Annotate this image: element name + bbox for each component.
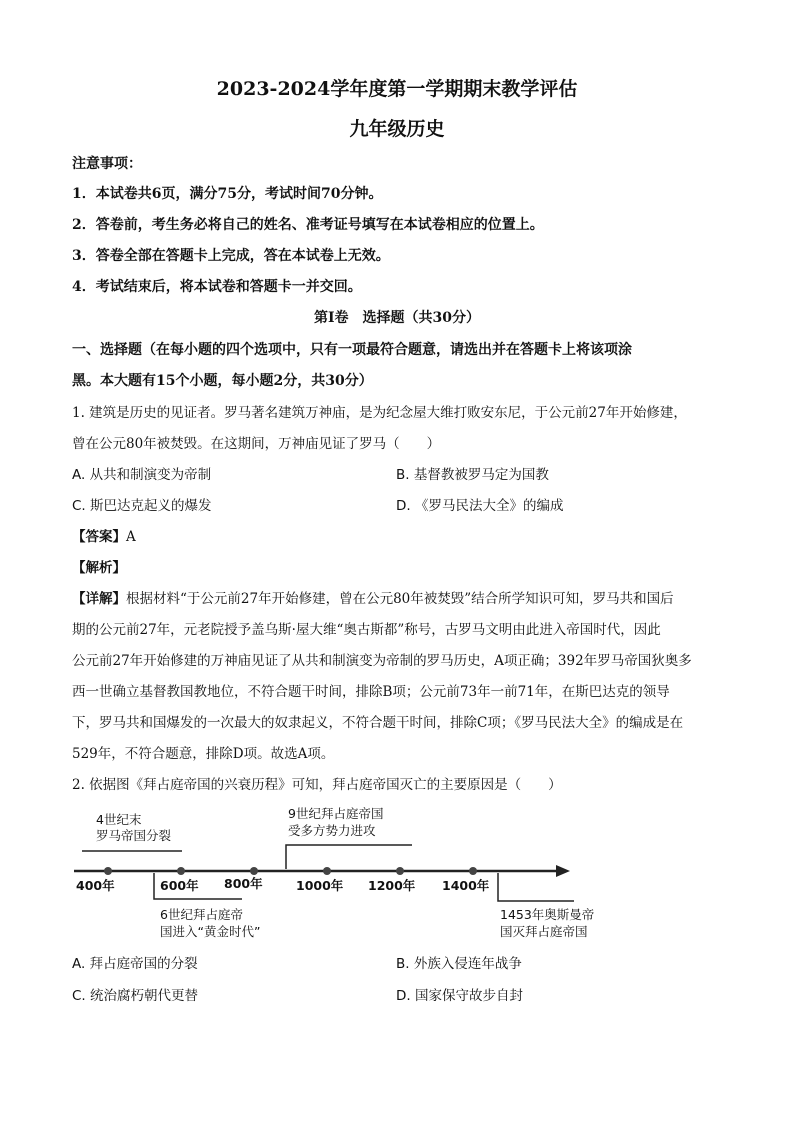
- event-6c-line2: 国进入“黄金时代”: [160, 924, 261, 939]
- detail-line: 公元前27年开始修建的万神庙见证了从共和制演变为帝制的罗马历史，A项正确；392年罗马帝国狄奥多: [72, 653, 692, 669]
- event-9c-line2: 受多方势力进攻: [288, 823, 376, 838]
- analysis-tag: 解析: [85, 560, 113, 576]
- q1-option-a: A. 从共和制演变为帝制: [72, 467, 212, 483]
- note-item: 1．本试卷共6页，满分75分，考试时间70分钟。: [72, 186, 383, 202]
- detail-line: 根据材料“于公元前27年开始修建，曾在公元80年被焚毁”结合所学知识可知，罗马共和国后: [126, 591, 674, 607]
- tick-dot: [250, 867, 258, 875]
- section-instruction: 一、选择题（在每小题的四个选项中，只有一项最符合题意，请选出并在答题卡上将该项涂: [72, 342, 632, 358]
- detail-line: 西一世确立基督教国教地位，不符合题干时间，排除B项；公元前73年一前71年，在斯巴达克的领导: [72, 684, 670, 700]
- q1-answer: 【答案】A: [72, 529, 136, 545]
- exam-subtitle: 九年级历史: [349, 118, 445, 140]
- q2-option-d: D. 国家保守故步自封: [396, 988, 523, 1004]
- byzantine-timeline: [72, 803, 595, 943]
- detail-tag: 详解: [85, 591, 113, 607]
- note-item: 2．答卷前，考生务必将自己的姓名、准考证号填写在本试卷相应的位置上。: [72, 217, 544, 233]
- tick-dot: [177, 867, 185, 875]
- section-title: 第Ⅰ卷 选择题（共30分）: [313, 310, 481, 326]
- question-1-stem: 曾在公元80年被焚毁。在这期间，万神庙见证了罗马（ ）: [72, 436, 441, 452]
- timeline-arrow-icon: [556, 865, 570, 877]
- q2-option-b: B. 外族入侵连年战争: [396, 956, 522, 972]
- q1-detail: 【详解】根据材料“于公元前27年开始修建，曾在公元80年被焚毁”结合所学知识可知，罗马共和国后: [72, 591, 674, 607]
- q2-option-a: A. 拜占庭帝国的分裂: [72, 956, 198, 972]
- q1-option-d: D. 《罗马民法大全》的编成: [396, 498, 564, 514]
- note-item: 4．考试结束后，将本试卷和答题卡一并交回。: [72, 279, 362, 295]
- answer-value: A: [126, 529, 136, 545]
- tick-label: 400年: [76, 878, 115, 893]
- detail-line: 下，罗马共和国爆发的一次最大的奴隶起义，不符合题干时间，排除C项；《罗马民法大全》的编成是在: [72, 715, 684, 731]
- question-2-stem: 2. 依据图《拜占庭帝国的兴衰历程》可知，拜占庭帝国灭亡的主要原因是（ ）: [72, 777, 562, 793]
- event-6c-line1: 6世纪拜占庭帝: [160, 907, 243, 922]
- tick-label: 1400年: [442, 878, 490, 893]
- tick-dot: [396, 867, 404, 875]
- event-1453-line2: 国灭拜占庭帝国: [500, 924, 588, 939]
- event-1453-line1: 1453年奥斯曼帝: [500, 907, 595, 922]
- notes-heading: 注意事项：: [72, 156, 142, 172]
- question-1-stem: 1. 建筑是历史的见证者。罗马著名建筑万神庙，是为纪念屋大维打败安东尼，于公元前27年开始修建，: [72, 405, 687, 421]
- event-bracket-9c: [286, 845, 412, 869]
- tick-label: 1000年: [296, 878, 344, 893]
- tick-label: 1200年: [368, 878, 416, 893]
- q1-option-c: C. 斯巴达克起义的爆发: [72, 498, 212, 514]
- tick-label: 600年: [160, 878, 199, 893]
- event-bracket-1453: [498, 873, 574, 901]
- event-9c-line1: 9世纪拜占庭帝国: [288, 806, 384, 821]
- event-4c-line1: 4世纪末: [96, 812, 142, 827]
- detail-line: 529年，不符合题意，排除D项。故选A项。: [72, 746, 335, 762]
- event-4c-line2: 罗马帝国分裂: [96, 828, 172, 843]
- tick-dot: [469, 867, 477, 875]
- exam-title: 2023-2024学年度第一学期期末教学评估: [216, 78, 578, 100]
- section-instruction: 黑。本大题有15个小题，每小题2分，共30分）: [72, 373, 373, 389]
- q1-option-b: B. 基督教被罗马定为国教: [396, 467, 549, 483]
- detail-line: 期的公元前27年，元老院授予盖乌斯·屋大维“奥古斯都”称号，古罗马文明由此进入帝国时代，因此: [72, 622, 661, 638]
- q2-option-c: C. 统治腐朽朝代更替: [72, 988, 199, 1004]
- q1-analysis: 【解析】: [72, 560, 126, 576]
- note-item: 3．答卷全部在答题卡上完成，答在本试卷上无效。: [72, 248, 390, 264]
- tick-dot: [323, 867, 331, 875]
- tick-dot: [104, 867, 112, 875]
- answer-tag: 答案: [85, 529, 113, 545]
- tick-label: 800年: [224, 876, 263, 891]
